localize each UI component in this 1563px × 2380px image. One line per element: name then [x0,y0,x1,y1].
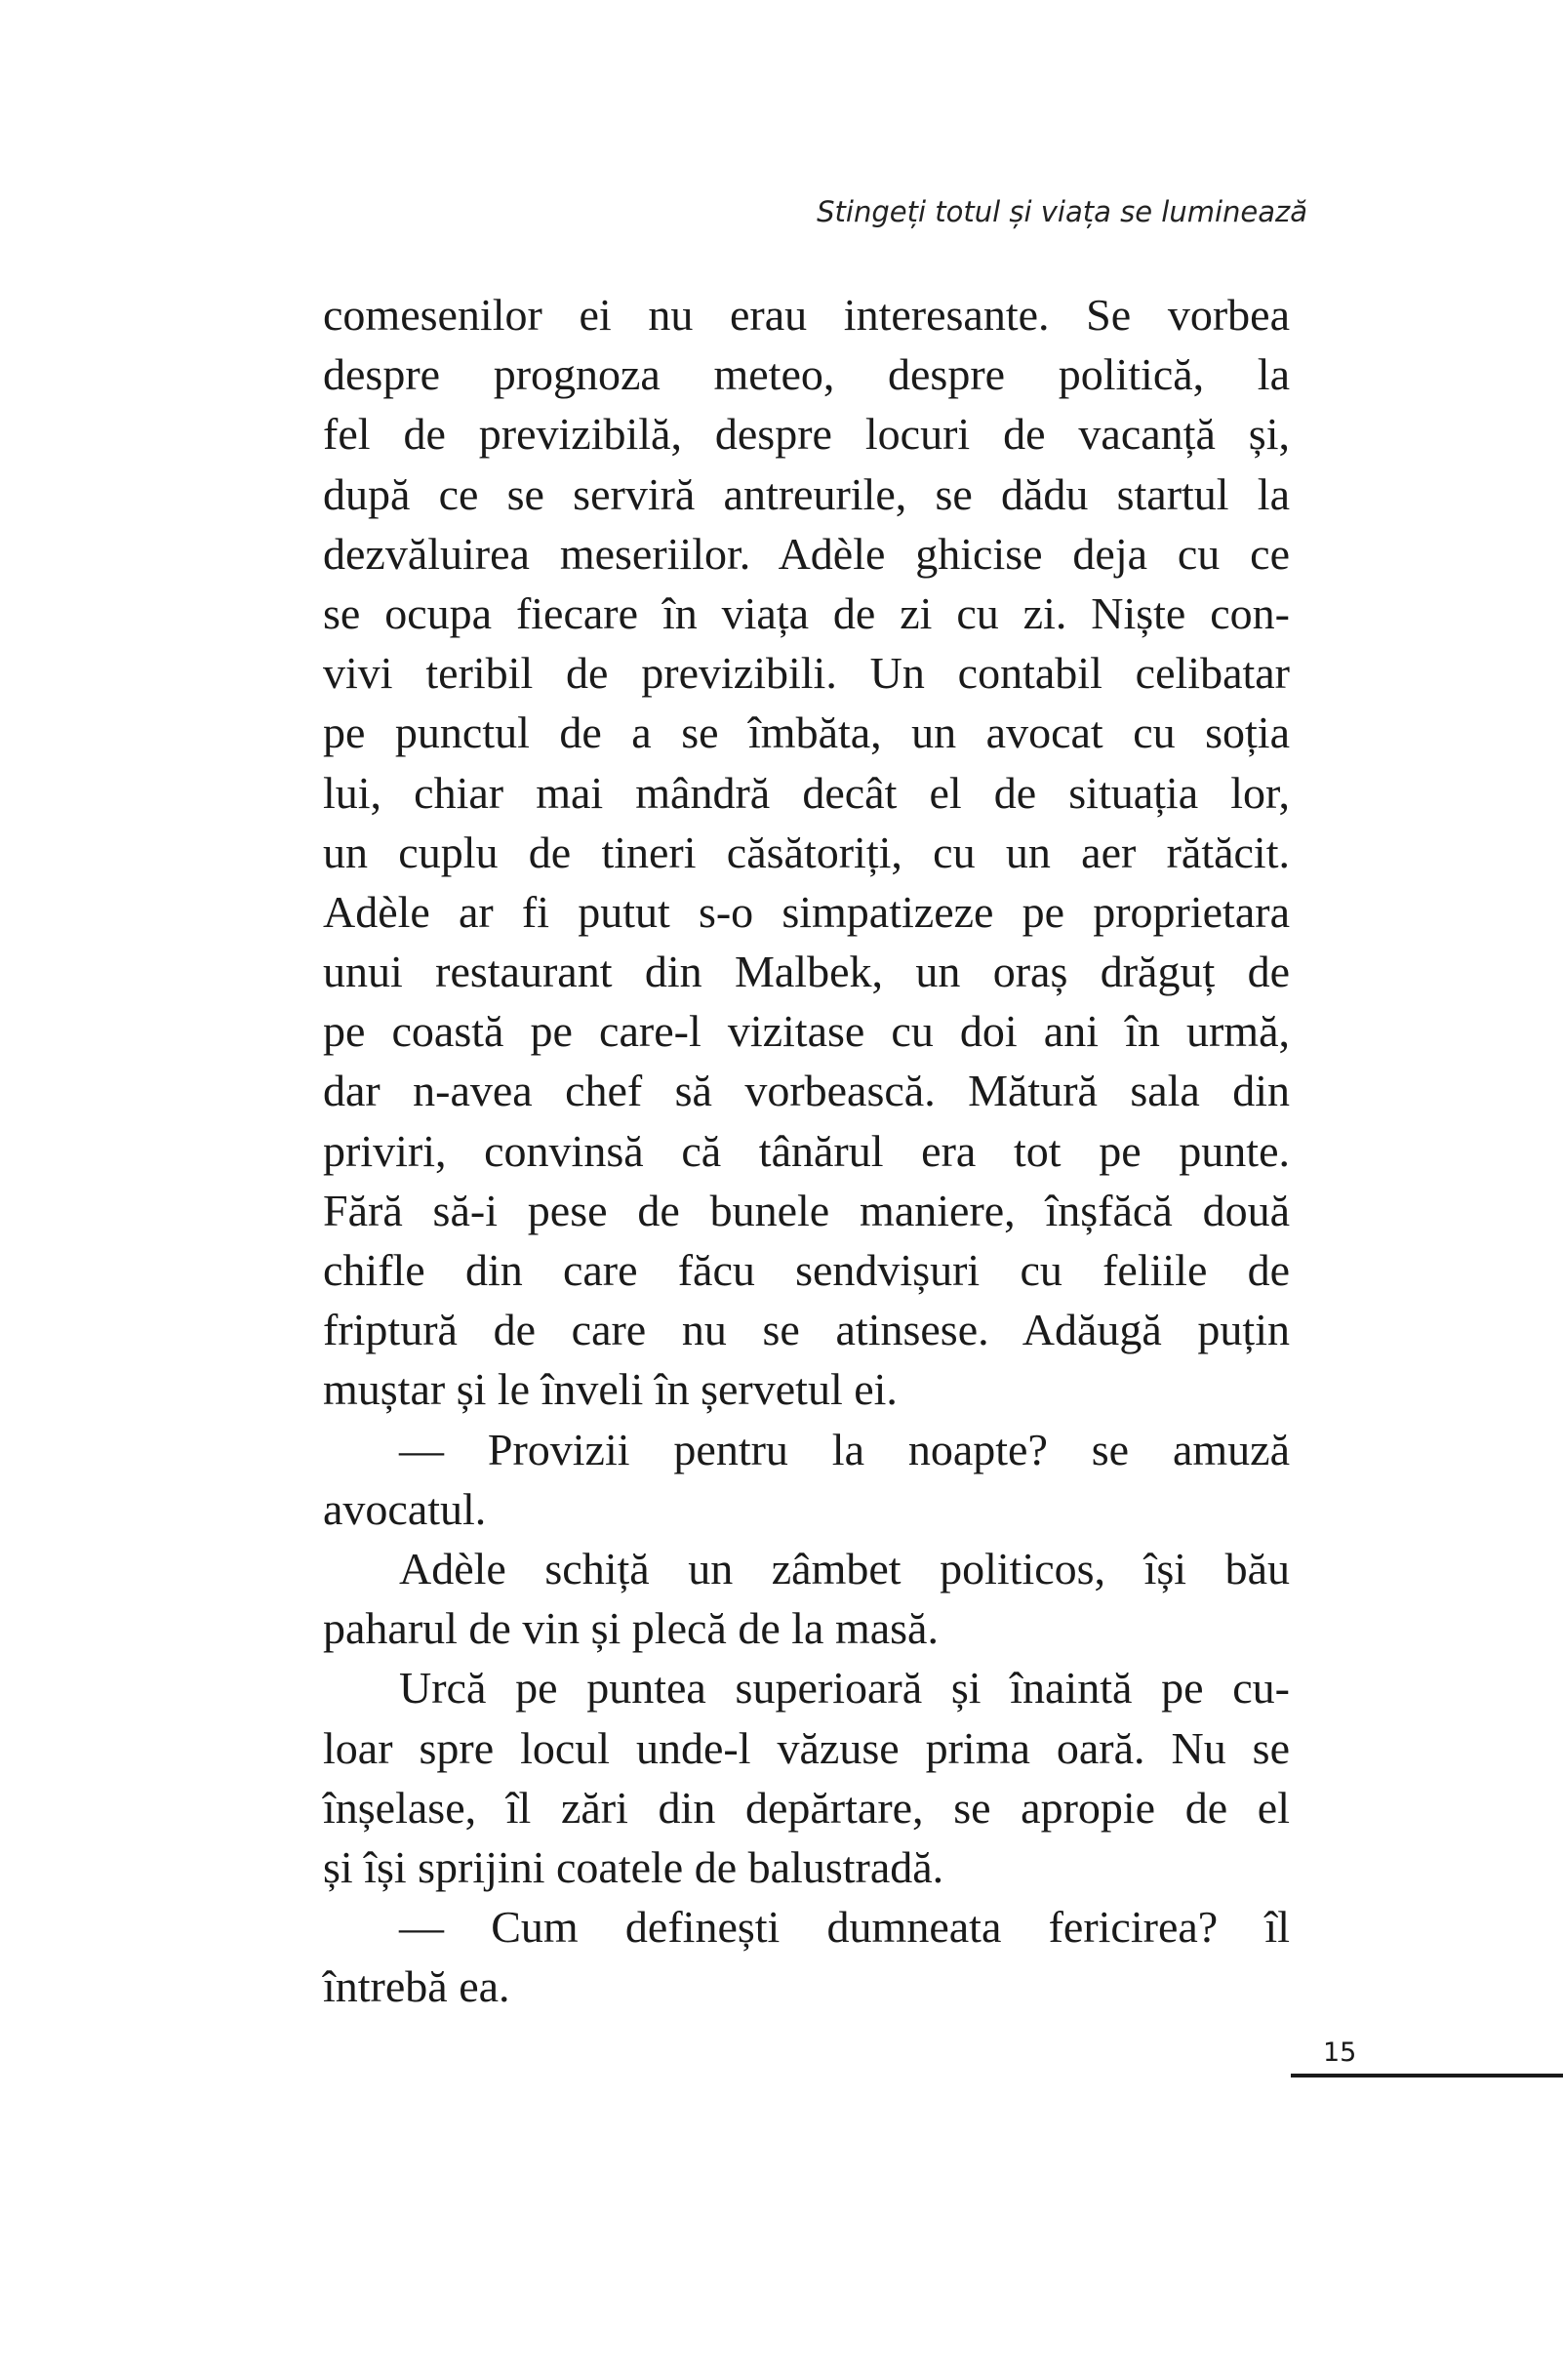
text-line: Adèle ar fi putut s-o simpatizeze pe proprietara [323,886,1290,937]
page-number: 15 [1323,2037,1357,2068]
text-line: fel de previzibilă, despre locuri de vacanță și, [323,409,1290,460]
text-line: avocatul. [323,1483,487,1534]
text-line: priviri, convinsă că tânărul era tot pe punte. [323,1125,1290,1176]
text-line: după ce se serviră antreurile, se dădu startul la [323,468,1290,519]
text-line: și își sprijini coatele de balustradă. [323,1841,944,1892]
text-line: pe punctul de a se îmbăta, un avocat cu soția [323,707,1290,758]
footer-rule [1291,2074,1563,2077]
text-line: se ocupa fiecare în viața de zi cu zi. Niște con- [323,587,1290,638]
text-line: — Provizii pentru la noapte? se amuză [399,1424,1290,1474]
text-line: despre prognoza meteo, despre politică, la [323,349,1290,400]
text-line: — Cum definești dumneata fericirea? îl [399,1902,1290,1953]
text-line: friptură de care nu se atinsese. Adăugă puțin [323,1305,1290,1355]
text-line: chifle din care făcu sendvișuri cu feliile de [323,1245,1290,1295]
text-line: unui restaurant din Malbek, un oraș drăguț de [323,947,1290,997]
text-line: întrebă ea. [323,1961,510,2012]
text-line: Fără să-i pese de bunele maniere, înșfăcă două [323,1185,1290,1235]
text-line: Adèle schiță un zâmbet politicos, își bău [399,1543,1290,1593]
running-header: Stingeți totul și viața se luminează [817,195,1307,228]
text-line: comesenilor ei nu erau interesante. Se vorbea [323,290,1290,340]
text-line: paharul de vin și plecă de la masă. [323,1603,939,1654]
text-line: pe coastă pe care-l vizitase cu doi ani în urmă, [323,1006,1290,1057]
text-line: dezvăluirea meseriilor. Adèle ghicise deja cu ce [323,528,1290,579]
text-line: un cuplu de tineri căsătoriți, cu un aer rătăcit. [323,827,1290,877]
text-line: înșelase, îl zări din depărtare, se apropie de el [323,1782,1290,1833]
text-line: dar n-avea chef să vorbească. Mătură sala din [323,1066,1290,1116]
text-line: muștar și le înveli în șervetul ei. [323,1364,898,1415]
body-text [323,285,1290,2016]
text-line: Urcă pe puntea superioară și înaintă pe cu- [399,1663,1290,1714]
text-line: loar spre locul unde-l văzuse prima oară. Nu se [323,1722,1290,1773]
text-line: lui, chiar mai mândră decât el de situația lor, [323,767,1290,818]
text-line: vivi teribil de previzibili. Un contabil celibatar [323,648,1290,699]
